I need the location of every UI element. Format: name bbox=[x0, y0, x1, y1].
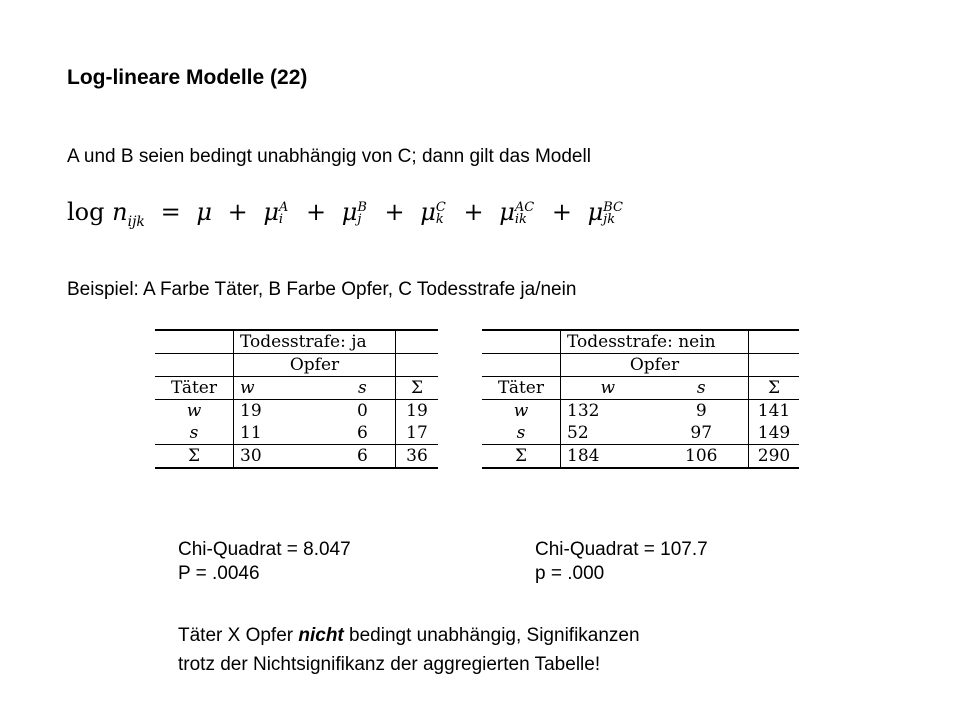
chi-square-nein: Chi-Quadrat = 107.7 bbox=[535, 539, 708, 560]
p-value-ja: P = .0046 bbox=[178, 563, 260, 584]
stats-nein bbox=[535, 538, 708, 586]
slide-title: Log-lineare Modelle (22) bbox=[67, 66, 308, 89]
table-total-row: Σ 30 6 36 bbox=[155, 445, 438, 469]
formula-mu: μ bbox=[196, 198, 212, 226]
contingency-table-ja bbox=[155, 329, 438, 469]
col-header-sum: Σ bbox=[749, 377, 800, 400]
table-total-row: Σ 184 106 290 bbox=[482, 445, 799, 469]
formula-mu: μ bbox=[263, 198, 279, 226]
formula-plus: + bbox=[305, 198, 327, 226]
table-row: s 52 97 149 bbox=[482, 422, 799, 445]
intro-text: A und B seien bedingt unabhängig von C; dann gilt das Modell bbox=[67, 146, 591, 167]
note-emphasis: nicht bbox=[298, 625, 344, 646]
formula-term-a: A i bbox=[278, 199, 289, 227]
formula-mu: μ bbox=[499, 198, 515, 226]
formula-mu: μ bbox=[341, 198, 358, 226]
col-header-sum: Σ bbox=[396, 377, 439, 400]
stats-ja bbox=[178, 538, 351, 586]
example-text: Beispiel: A Farbe Täter, B Farbe Opfer, C Todesstrafe ja/nein bbox=[67, 279, 577, 300]
formula-plus: + bbox=[551, 198, 572, 226]
formula-term-c: C k bbox=[435, 199, 446, 227]
formula-plus: + bbox=[227, 198, 248, 226]
formula-term-ac: AC ik bbox=[514, 199, 535, 227]
table-row: s 11 6 17 bbox=[155, 422, 438, 445]
formula-plus: + bbox=[384, 198, 405, 226]
note-line-2: trotz der Nichtsignifikanz der aggregierten Tabelle! bbox=[178, 654, 601, 675]
col-header-taeter: Täter bbox=[482, 377, 561, 400]
note-line-1: Täter X Opfer nicht bedingt unabhängig, Signifikanzen bbox=[178, 625, 640, 646]
table-header: Todesstrafe: ja bbox=[234, 330, 396, 354]
formula-plus: + bbox=[463, 198, 484, 226]
formula-eq: = bbox=[160, 198, 181, 226]
conclusion-note bbox=[178, 621, 640, 679]
loglinear-formula bbox=[67, 198, 625, 230]
contingency-table-nein bbox=[482, 329, 799, 469]
table-corner bbox=[155, 330, 234, 354]
table-subheader: Opfer bbox=[234, 354, 396, 377]
formula-term-b: B j bbox=[357, 199, 367, 227]
formula-log: log bbox=[67, 198, 105, 226]
table-header: Todesstrafe: nein bbox=[561, 330, 749, 354]
col-header-s: s bbox=[330, 377, 396, 400]
col-header-w: w bbox=[561, 377, 655, 400]
formula-n: n bbox=[112, 198, 128, 226]
table-corner bbox=[482, 330, 561, 354]
col-header-s: s bbox=[655, 377, 749, 400]
formula-term-bc: BC jk bbox=[603, 199, 623, 227]
col-header-taeter: Täter bbox=[155, 377, 234, 400]
formula-n-sub: ijk bbox=[127, 214, 145, 230]
col-header-w: w bbox=[234, 377, 330, 400]
table-row: w 19 0 19 bbox=[155, 400, 438, 423]
table-row: w 132 9 141 bbox=[482, 400, 799, 423]
table-subheader: Opfer bbox=[561, 354, 749, 377]
p-value-nein: p = .000 bbox=[535, 563, 605, 584]
formula-mu: μ bbox=[420, 198, 436, 226]
formula-mu: μ bbox=[587, 198, 604, 226]
chi-square-ja: Chi-Quadrat = 8.047 bbox=[178, 539, 351, 560]
